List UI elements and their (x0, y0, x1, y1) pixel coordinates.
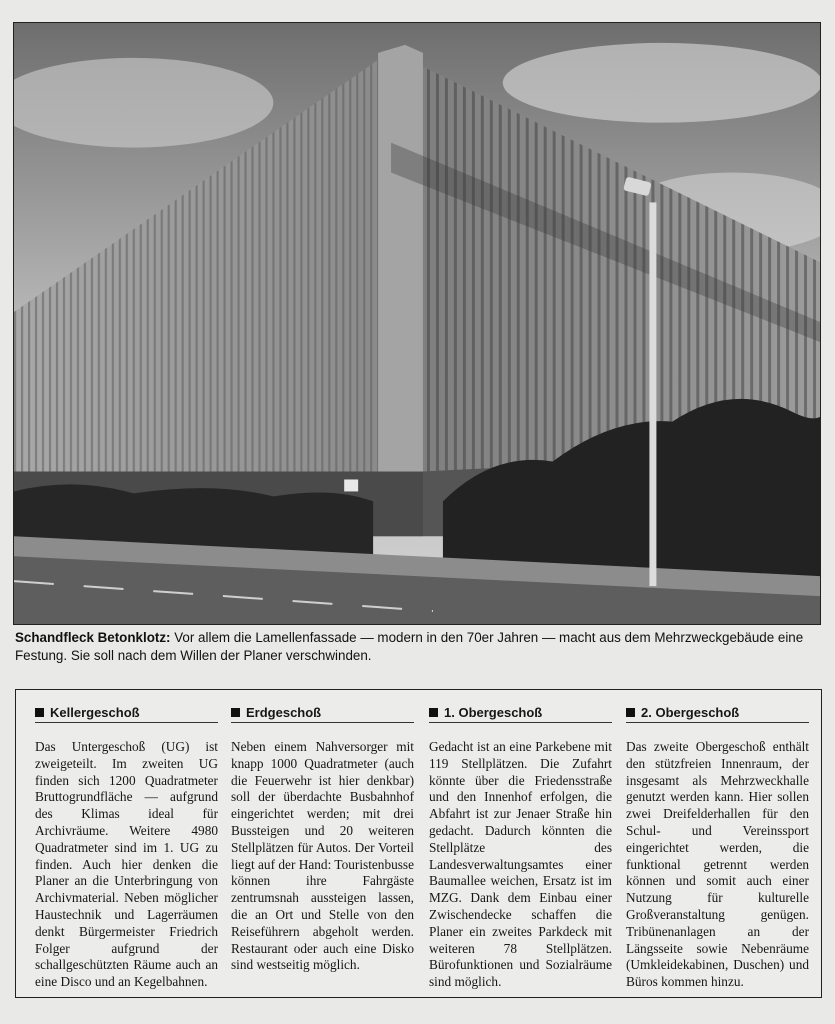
column-body: Das Untergeschoß (UG) ist zweigeteilt. Im zweiten UG finden sich 1200 Quadratmeter Bruttogrundfläche — aufgrund des Klimas ideal für Archivräume. Weitere 4980 Quadratmeter sind im 1. UG zu finden. Auch hier denken die Planer an die Unterbringung von Archivmaterial. Neben möglicher Haustechnik und Lagerräumen denkt Bürgermeister Friedrich Folger aufgrund der schallgeschützten Räume auch an eine Disco und an Kegelbahnen. (35, 739, 218, 990)
column-body: Gedacht ist an eine Parkebene mit 119 Stellplätzen. Die Zufahrt könnte über die Friedensstraße und den Innenhof erfolgen, die Abfahrt ist zur Jenaer Straße hin gedacht. Dadurch könnten die Stellplätze des Landesverwaltungsamtes einer Baumallee weichen, Ersatz ist im MZG. Dank dem Einbau einer Zwischendecke schaffen die Planer ein zweites Parkdeck mit weiteren 78 Stellplätzen. Bürofunktionen und Sozialräume sind möglich. (429, 739, 612, 990)
column-2-obergeschoss (626, 704, 809, 991)
column-erdgeschoss (231, 704, 414, 974)
column-kellergeschoss (35, 704, 218, 991)
column-heading (626, 704, 809, 723)
column-heading (429, 704, 612, 723)
column-heading (231, 704, 414, 723)
square-bullet-icon (429, 708, 438, 717)
building-illustration (14, 23, 820, 624)
building-photo (13, 22, 821, 625)
square-bullet-icon (35, 708, 44, 717)
square-bullet-icon (231, 708, 240, 717)
column-1-obergeschoss (429, 704, 612, 991)
caption-lead: Schandfleck Betonklotz: (15, 630, 171, 645)
column-heading (35, 704, 218, 723)
heading-text: Erdgeschoß (246, 705, 322, 720)
column-body: Das zweite Obergeschoß enthält den stützfreien Innenraum, der insgesamt als Mehrzweckhalle genutzt werden kann. Hier sollen zwei Dreifelderhallen für den Schul- und Vereinssport eingerichtet werden, die funktional getrennt werden können und somit auch einer Nutzung für kulturelle Großveranstaltung genügen. Tribünenanlagen an der Längsseite sowie Nebenräume (Umkleidekabinen, Duschen) und Büros kommen hinzu. (626, 739, 809, 990)
heading-text: 1. Obergeschoß (444, 705, 543, 720)
heading-text: Kellergeschoß (50, 705, 140, 720)
heading-text: 2. Obergeschoß (641, 705, 740, 720)
caption-text: Vor allem die Lamellenfassade — modern in den 70er Jahren — macht aus dem Mehrzweckgebäude eine Festung. Sie soll nach dem Willen der Planer verschwinden. (15, 630, 804, 663)
square-bullet-icon (626, 708, 635, 717)
column-body: Neben einem Nahversorger mit knapp 1000 Quadratmeter (auch die Feuerwehr ist hier denkbar) soll der überdachte Busbahnhof eingerichtet werden; mit drei Bussteigen und 20 weiteren Stellplätzen für Autos. Der Vorteil liegt auf der Hand: Touristenbusse können ihre Fahrgäste zentrumsnah aussteigen lassen, die an Ort und Stelle von den Reiseführern abgeholt werden. Restaurant oder auch eine Disko sind westseitig möglich. (231, 739, 414, 973)
photo-caption (15, 629, 823, 665)
floor-info-box (15, 689, 822, 998)
